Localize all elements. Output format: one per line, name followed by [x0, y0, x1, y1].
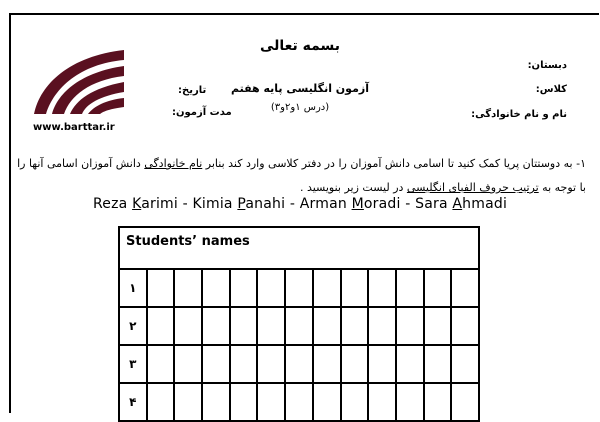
name-3: Arman Moradi — [299, 196, 401, 212]
name-1: Reza Karimi — [92, 196, 178, 212]
student-names-line: Reza Karimi - Kimia Panahi - Arman Moradi - Sara Ahmadi — [92, 196, 508, 212]
school-label: دبستان: — [527, 60, 567, 71]
table-row — [119, 345, 479, 383]
answer-cell[interactable] — [147, 383, 175, 421]
name-2: Kimia Panahi — [192, 196, 286, 212]
row-number: ۴ — [119, 383, 147, 421]
class-label: کلاس: — [535, 84, 567, 95]
table-header-row — [119, 227, 479, 269]
date-label: تاریخ: — [178, 85, 207, 96]
table-row — [119, 269, 479, 307]
exam-title: آزمون انگلیسی پایه هفتم — [230, 82, 369, 95]
q1-underline-alphabet-order: ترتیب حروف الفبای انگلیسی — [406, 181, 539, 194]
row-number: ۲ — [119, 307, 147, 345]
q1-text-c: در لیست زیر بنویسید . — [299, 181, 407, 194]
q1-text-b: دانش آموزان اسامی آنها را با توجه به — [17, 157, 586, 194]
duration-label: مدت آزمون: — [172, 107, 232, 118]
website-url: www.barttar.ir — [33, 122, 115, 133]
answer-cell[interactable] — [147, 307, 175, 345]
student-names-table — [118, 226, 480, 422]
row-number: ۱ — [119, 269, 147, 307]
answer-cell[interactable] — [147, 345, 175, 383]
question-1-text — [16, 152, 586, 200]
name-4: Sara Ahmadi — [415, 196, 508, 212]
barttar-logo — [30, 44, 126, 120]
q1-text-a: ۱- به دوستتان پریا کمک کنید تا اسامی دانش آموزان را در دفتر کلاسی وارد کند بنابر — [202, 157, 586, 170]
table-row — [119, 383, 479, 421]
table-header: Students’ names — [119, 227, 479, 269]
answer-cell[interactable] — [147, 269, 175, 307]
row-number: ۳ — [119, 345, 147, 383]
table-row — [119, 307, 479, 345]
q1-underline-family-name: نام خانوادگی — [144, 157, 203, 170]
name-label: نام و نام خانوادگی: — [471, 109, 567, 120]
page-title: بسمه تعالی — [259, 38, 341, 54]
exam-lessons: (درس ۱و۲و۳) — [270, 102, 330, 113]
